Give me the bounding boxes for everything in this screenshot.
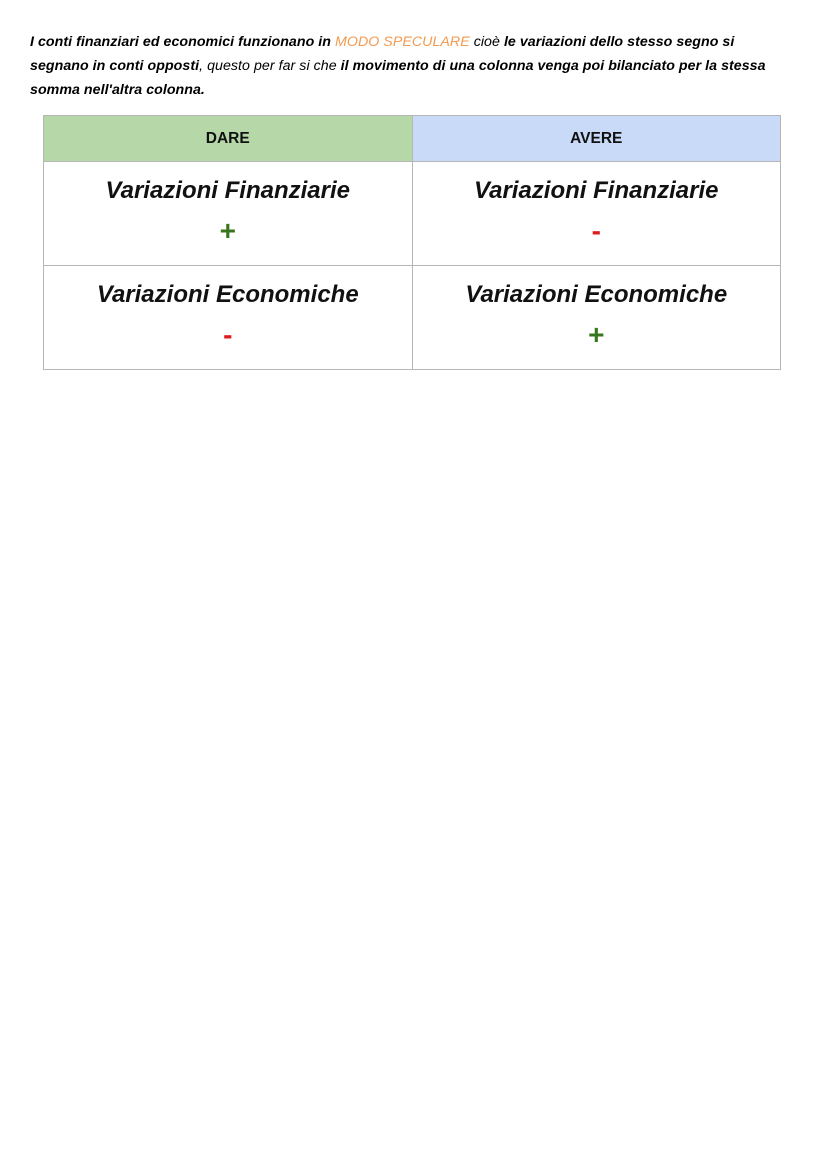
header-dare: DARE — [44, 116, 413, 162]
minus-sign: - — [591, 215, 601, 246]
cell-label: Variazioni Economiche — [96, 281, 359, 308]
cell-label: Variazioni Finanziarie — [473, 177, 719, 204]
header-avere: AVERE — [412, 116, 781, 162]
dare-avere-table — [43, 115, 781, 370]
table-row — [44, 266, 781, 370]
intro-text-1: I conti finanziari ed economici funzionano in — [30, 34, 335, 50]
cell-avere-economiche — [412, 266, 781, 370]
cell-label: Variazioni Economiche — [465, 281, 728, 308]
minus-sign: - — [223, 319, 233, 350]
intro-text-3: le variazioni dello stesso segno si segnano in conti opposti — [30, 34, 735, 74]
intro-paragraph — [30, 30, 790, 102]
cell-avere-finanziarie — [412, 162, 781, 266]
cell-dare-economiche — [44, 266, 413, 370]
intro-text-2: cioè — [469, 34, 504, 50]
table-header-row — [44, 116, 781, 162]
intro-text-5: il movimento di una colonna venga poi bilanciato per la stessa somma nell'altra colonna. — [30, 58, 766, 98]
table-row — [44, 162, 781, 266]
intro-highlight: MODO SPECULARE — [334, 34, 470, 50]
intro-text-4: , questo per far si che — [199, 58, 341, 74]
plus-sign: + — [219, 215, 236, 246]
plus-sign: + — [588, 319, 605, 350]
cell-dare-finanziarie — [44, 162, 413, 266]
cell-label: Variazioni Finanziarie — [105, 177, 350, 204]
